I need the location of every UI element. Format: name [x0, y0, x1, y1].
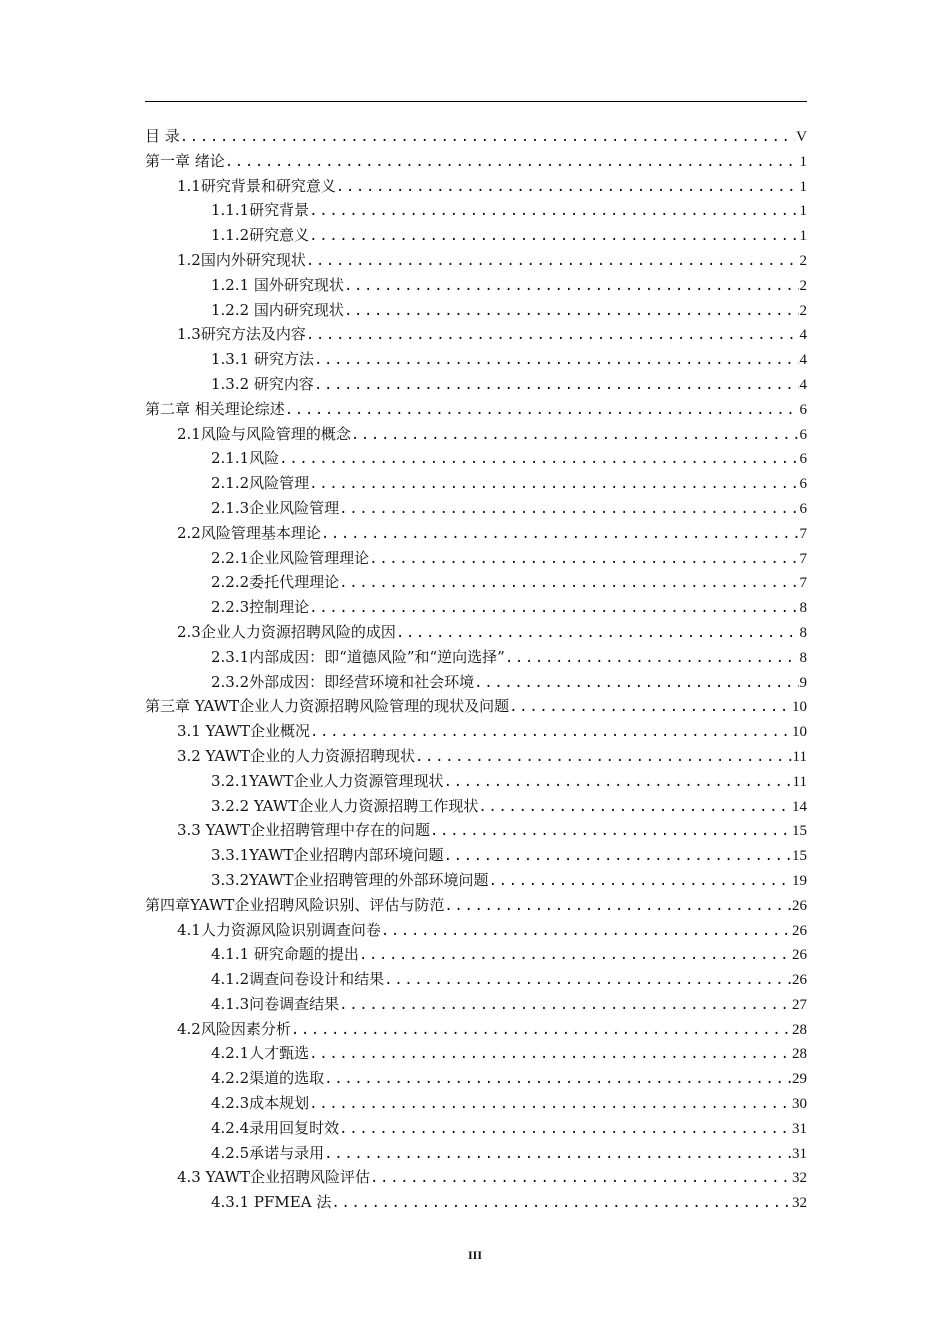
- toc-entry[interactable]: [145, 868, 807, 893]
- toc-leader-dots: [314, 348, 799, 373]
- toc-leader-dots: [430, 819, 791, 844]
- toc-leader-dots: [415, 745, 792, 770]
- toc-leader-dots: [359, 943, 791, 968]
- toc-entry[interactable]: [145, 918, 807, 943]
- toc-leader-dots: [180, 125, 795, 150]
- toc-entry-title: 2.2.2委托代理理论: [211, 573, 340, 592]
- toc-entry-title: 2.2.1企业风险管理理论: [211, 548, 370, 567]
- toc-entry-title: 1.2.2 国内研究现状: [211, 300, 344, 319]
- toc-entry-title: 4.1.2调查问卷设计和结果: [211, 970, 385, 989]
- toc-entry[interactable]: [145, 843, 807, 868]
- toc-entry[interactable]: [145, 769, 807, 794]
- toc-entry-page: 29: [792, 1071, 807, 1088]
- toc-entry-title: 2.1.2风险管理: [211, 474, 310, 493]
- toc-entry[interactable]: [145, 694, 807, 719]
- toc-leader-dots: [444, 894, 791, 919]
- toc-entry[interactable]: [145, 1165, 807, 1190]
- toc-entry-title: 4.2.4录用回复时效: [211, 1118, 340, 1137]
- toc-entry-page: 2: [799, 302, 807, 319]
- toc-entry-page: 7: [799, 525, 807, 542]
- toc-entry-title: 第三章 YAWT企业人力资源招聘风险管理的现状及问题: [145, 697, 510, 716]
- toc-entry-title: 3.3 YAWT企业招聘管理中存在的问题: [177, 821, 431, 840]
- toc-entry-title: 1.3.1 研究方法: [211, 350, 314, 369]
- toc-entry-title: 第二章 相关理论综述: [145, 399, 285, 418]
- header-rule: [145, 101, 807, 102]
- toc-entry[interactable]: [145, 670, 807, 695]
- toc-entry[interactable]: [145, 942, 807, 967]
- toc-entry-title: 1.2国内外研究现状: [177, 250, 306, 269]
- toc-entry-page: 6: [799, 451, 807, 468]
- toc-entry-title: 目 录: [145, 127, 180, 145]
- toc-leader-dots: [309, 199, 798, 224]
- toc-entry[interactable]: [145, 496, 807, 521]
- toc-leader-dots: [314, 373, 799, 398]
- toc-leader-dots: [344, 274, 799, 299]
- toc-leader-dots: [321, 522, 799, 547]
- toc-entry-title: 1.1.2研究意义: [211, 226, 310, 245]
- toc-entry[interactable]: [145, 223, 807, 248]
- page-number: III: [467, 1248, 482, 1262]
- toc-entry-title: 4.2.1人才甄选: [211, 1044, 310, 1063]
- toc-leader-dots: [309, 1092, 791, 1117]
- toc-entry-page: 4: [799, 327, 807, 344]
- toc-leader-dots: [309, 472, 798, 497]
- toc-entry-title: 4.3 YAWT企业招聘风险评估: [177, 1168, 371, 1187]
- toc-entry[interactable]: [145, 1190, 807, 1215]
- toc-entry[interactable]: [145, 1017, 807, 1042]
- toc-entry[interactable]: [145, 1066, 807, 1091]
- toc-leader-dots: [279, 447, 798, 472]
- toc-entry-page: V: [796, 129, 807, 145]
- toc-leader-dots: [331, 1191, 791, 1216]
- toc-entry-page: 4: [799, 376, 807, 393]
- toc-entry[interactable]: [145, 546, 807, 571]
- toc-entry-title: 4.3.1 PFMEA 法: [211, 1193, 332, 1212]
- toc-entry-title: 3.2.1YAWT企业人力资源管理现状: [211, 771, 444, 790]
- toc-entry-page: 1: [799, 153, 807, 170]
- toc-leader-dots: [309, 224, 798, 249]
- toc-leader-dots: [324, 1067, 791, 1092]
- toc-entry[interactable]: [145, 298, 807, 323]
- toc-leader-dots: [285, 398, 799, 423]
- toc-entry[interactable]: [145, 967, 807, 992]
- toc-entry[interactable]: [145, 174, 807, 199]
- toc-entry-page: 2: [799, 277, 807, 294]
- toc-entry[interactable]: [145, 1141, 807, 1166]
- toc-entry[interactable]: [145, 124, 807, 149]
- toc-leader-dots: [225, 150, 799, 175]
- toc-entry-page: 1: [799, 228, 807, 245]
- toc-entry-title: 2.2风险管理基本理论: [177, 523, 321, 542]
- toc-leader-dots: [505, 646, 799, 671]
- toc-entry-page: 15: [792, 848, 807, 865]
- toc-entry-page: 8: [799, 600, 807, 617]
- toc-entry-page: 14: [792, 798, 807, 815]
- toc-entry-page: 27: [792, 996, 807, 1013]
- toc-entry-title: 3.3.2YAWT企业招聘管理的外部环境问题: [211, 870, 489, 889]
- toc-leader-dots: [309, 1042, 791, 1067]
- toc-entry[interactable]: [145, 719, 807, 744]
- toc-leader-dots: [339, 571, 798, 596]
- toc-leader-dots: [444, 844, 791, 869]
- toc-entry[interactable]: [145, 620, 807, 645]
- toc-entry[interactable]: [145, 273, 807, 298]
- toc-entry-page: 26: [792, 922, 807, 939]
- toc-entry-title: 4.2.3成本规划: [211, 1094, 310, 1113]
- toc-entry-title: 4.1.3问卷调查结果: [211, 994, 340, 1013]
- toc-entry-page: 28: [792, 1046, 807, 1063]
- toc-leader-dots: [381, 919, 791, 944]
- toc-leader-dots: [370, 1166, 791, 1191]
- toc-entry[interactable]: [145, 347, 807, 372]
- toc-entry-title: 1.3.2 研究内容: [211, 374, 314, 393]
- toc-entry[interactable]: [145, 521, 807, 546]
- toc-entry-page: 28: [792, 1021, 807, 1038]
- toc-entry-title: 3.3.1YAWT企业招聘内部环境问题: [211, 846, 444, 865]
- toc-leader-dots: [324, 1142, 791, 1167]
- toc-entry-page: 26: [792, 972, 807, 989]
- toc-leader-dots: [306, 323, 799, 348]
- toc-entry-page: 7: [799, 575, 807, 592]
- toc-entry-page: 10: [792, 699, 807, 716]
- toc-leader-dots: [344, 299, 799, 324]
- toc-entry[interactable]: [145, 422, 807, 447]
- toc-leader-dots: [509, 695, 791, 720]
- toc-leader-dots: [291, 1018, 791, 1043]
- toc-entry-page: 31: [792, 1120, 807, 1137]
- toc-entry-page: 4: [799, 352, 807, 369]
- toc-entry-page: 26: [792, 947, 807, 964]
- toc-entry-title: 2.1风险与风险管理的概念: [177, 424, 351, 443]
- toc-leader-dots: [489, 869, 791, 894]
- toc-entry-title: 3.1 YAWT企业概况: [177, 722, 311, 741]
- toc-entry[interactable]: [145, 1091, 807, 1116]
- toc-entry-page: 19: [792, 872, 807, 889]
- toc-entry-title: 4.2.2渠道的选取: [211, 1069, 325, 1088]
- toc-entry-title: 1.1研究背景和研究意义: [177, 176, 336, 195]
- toc-entry[interactable]: [145, 471, 807, 496]
- toc-entry-title: 3.2.2 YAWT企业人力资源招聘工作现状: [211, 796, 479, 815]
- toc-entry-title: 第一章 绪论: [145, 151, 225, 170]
- toc-entry-page: 8: [799, 649, 807, 666]
- toc-leader-dots: [396, 621, 799, 646]
- toc-entry-page: 11: [792, 748, 807, 765]
- toc-entry-page: 9: [799, 674, 807, 691]
- toc-entry[interactable]: [145, 992, 807, 1017]
- table-of-contents: [145, 124, 807, 1215]
- toc-entry-title: 2.1.3企业风险管理: [211, 498, 340, 517]
- toc-entry-page: 15: [792, 823, 807, 840]
- toc-entry[interactable]: [145, 570, 807, 595]
- toc-entry-page: 6: [799, 476, 807, 493]
- toc-leader-dots: [474, 671, 798, 696]
- toc-entry-title: 第四章YAWT企业招聘风险识别、评估与防范: [145, 895, 445, 914]
- toc-leader-dots: [309, 596, 798, 621]
- toc-entry[interactable]: [145, 818, 807, 843]
- toc-entry[interactable]: [145, 893, 807, 918]
- toc-entry-title: 2.3企业人力资源招聘风险的成因: [177, 622, 396, 641]
- toc-entry-page: 31: [792, 1145, 807, 1162]
- toc-entry-page: 1: [799, 203, 807, 220]
- toc-entry[interactable]: [145, 149, 807, 174]
- toc-entry-title: 4.1.1 研究命题的提出: [211, 945, 359, 964]
- toc-entry-page: 26: [792, 897, 807, 914]
- toc-entry[interactable]: [145, 372, 807, 397]
- toc-entry-title: 1.2.1 国外研究现状: [211, 275, 344, 294]
- toc-entry-title: 2.3.1内部成因：即“道德风险”和“逆向选择”: [211, 647, 505, 666]
- toc-entry[interactable]: [145, 198, 807, 223]
- toc-entry-page: 32: [792, 1170, 807, 1187]
- toc-entry-page: 6: [799, 426, 807, 443]
- toc-entry[interactable]: [145, 446, 807, 471]
- toc-entry-title: 2.3.2外部成因：即经营环境和社会环境: [211, 672, 475, 691]
- toc-entry-title: 4.2.5承诺与录用: [211, 1143, 325, 1162]
- toc-leader-dots: [339, 497, 798, 522]
- toc-leader-dots: [478, 795, 791, 820]
- toc-entry[interactable]: [145, 794, 807, 819]
- toc-entry-page: 30: [792, 1096, 807, 1113]
- toc-entry[interactable]: [145, 595, 807, 620]
- toc-entry[interactable]: [145, 1041, 807, 1066]
- toc-leader-dots: [351, 423, 799, 448]
- toc-entry-page: 7: [799, 550, 807, 567]
- toc-leader-dots: [310, 720, 791, 745]
- toc-entry-title: 2.2.3控制理论: [211, 598, 310, 617]
- toc-leader-dots: [369, 547, 798, 572]
- toc-leader-dots: [339, 1117, 791, 1142]
- toc-leader-dots: [336, 175, 799, 200]
- toc-entry[interactable]: [145, 248, 807, 273]
- toc-entry[interactable]: [145, 397, 807, 422]
- toc-entry-title: 2.1.1风险: [211, 449, 280, 468]
- toc-entry-title: 4.1人力资源风险识别调查问卷: [177, 920, 381, 939]
- toc-entry[interactable]: [145, 1116, 807, 1141]
- toc-entry-page: 11: [792, 773, 807, 790]
- toc-entry-title: 3.2 YAWT企业的人力资源招聘现状: [177, 746, 416, 765]
- toc-entry[interactable]: [145, 322, 807, 347]
- toc-leader-dots: [306, 249, 799, 274]
- toc-leader-dots: [339, 993, 791, 1018]
- toc-entry-page: 32: [792, 1195, 807, 1212]
- toc-entry-page: 2: [799, 252, 807, 269]
- toc-entry[interactable]: [145, 744, 807, 769]
- toc-entry-title: 1.1.1研究背景: [211, 201, 310, 220]
- toc-entry-title: 1.3研究方法及内容: [177, 325, 306, 344]
- toc-entry-page: 6: [799, 500, 807, 517]
- toc-leader-dots: [444, 770, 792, 795]
- toc-entry-page: 10: [792, 724, 807, 741]
- toc-entry-page: 6: [799, 401, 807, 418]
- toc-entry[interactable]: [145, 645, 807, 670]
- toc-entry-page: 1: [799, 178, 807, 195]
- toc-entry-title: 4.2风险因素分析: [177, 1019, 291, 1038]
- toc-leader-dots: [384, 968, 791, 993]
- toc-entry-page: 8: [799, 624, 807, 641]
